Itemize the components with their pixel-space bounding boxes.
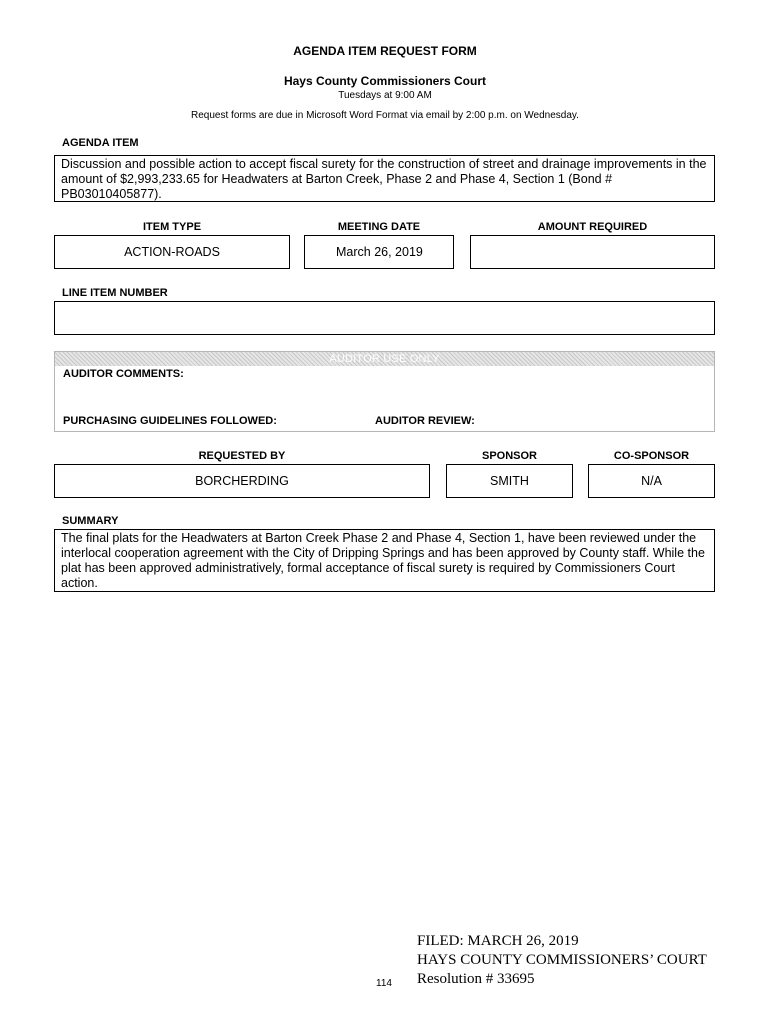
form-title: AGENDA ITEM REQUEST FORM [293, 44, 477, 58]
meeting-schedule: Tuesdays at 9:00 AM [338, 90, 432, 101]
requested-by-label: REQUESTED BY [198, 450, 286, 462]
filed-date-line: FILED: MARCH 26, 2019 [417, 933, 579, 949]
requested-by-field[interactable] [54, 464, 430, 498]
item-type-value: ACTION-ROADS [124, 245, 220, 259]
meeting-date-value: March 26, 2019 [336, 245, 423, 259]
summary-field[interactable] [54, 529, 715, 592]
amount-required-field[interactable] [470, 235, 715, 269]
sponsor-label: SPONSOR [481, 450, 537, 462]
co-sponsor-label: CO-SPONSOR [613, 450, 690, 462]
auditor-use-only-band: AUDITOR USE ONLY [55, 352, 714, 366]
agenda-item-field[interactable] [54, 155, 715, 202]
amount-required-label: AMOUNT REQUIRED [537, 221, 648, 233]
page-number: 114 [376, 978, 392, 989]
summary-text: The final plats for the Headwaters at Barton Creek Phase 2 and Phase 4, Section 1, have been reviewed under the interlocal cooperation agreement with the City of Dripping Springs and has been approved by County staff. While the plat has been approved administratively, formal acceptance of fiscal surety is required by Commissioners Court action. [61, 531, 705, 590]
auditor-section [54, 351, 715, 432]
filed-stamp [417, 932, 707, 989]
requested-by-value: BORCHERDING [195, 474, 289, 488]
item-type-field[interactable] [54, 235, 290, 269]
sponsor-field[interactable] [446, 464, 573, 498]
meeting-date-label: MEETING DATE [337, 221, 421, 233]
due-note: Request forms are due in Microsoft Word Format via email by 2:00 p.m. on Wednesday. [191, 110, 579, 121]
meeting-date-field[interactable] [304, 235, 454, 269]
sponsor-value: SMITH [490, 474, 529, 488]
line-item-number-label: LINE ITEM NUMBER [62, 287, 168, 299]
co-sponsor-value: N/A [641, 474, 662, 488]
summary-label: SUMMARY [62, 515, 119, 527]
resolution-line: Resolution # 33695 [417, 971, 535, 987]
purchasing-guidelines-label: PURCHASING GUIDELINES FOLLOWED: [63, 415, 277, 427]
auditor-comments-label: AUDITOR COMMENTS: [63, 368, 184, 380]
agenda-item-label: AGENDA ITEM [62, 137, 139, 149]
agenda-item-text: Discussion and possible action to accept fiscal surety for the construction of street and drainage improvements in the amount of $2,993,233.65 for Headwaters at Barton Creek, Phase 2 and Phase 4, Section 1 (Bond # PB03010405877). [61, 157, 707, 201]
item-type-label: ITEM TYPE [142, 221, 202, 233]
auditor-review-label: AUDITOR REVIEW: [375, 415, 475, 427]
organization-name: Hays County Commissioners Court [283, 74, 487, 88]
co-sponsor-field[interactable] [588, 464, 715, 498]
line-item-number-field[interactable] [54, 301, 715, 335]
filed-court-line: HAYS COUNTY COMMISSIONERS’ COURT [417, 952, 707, 968]
